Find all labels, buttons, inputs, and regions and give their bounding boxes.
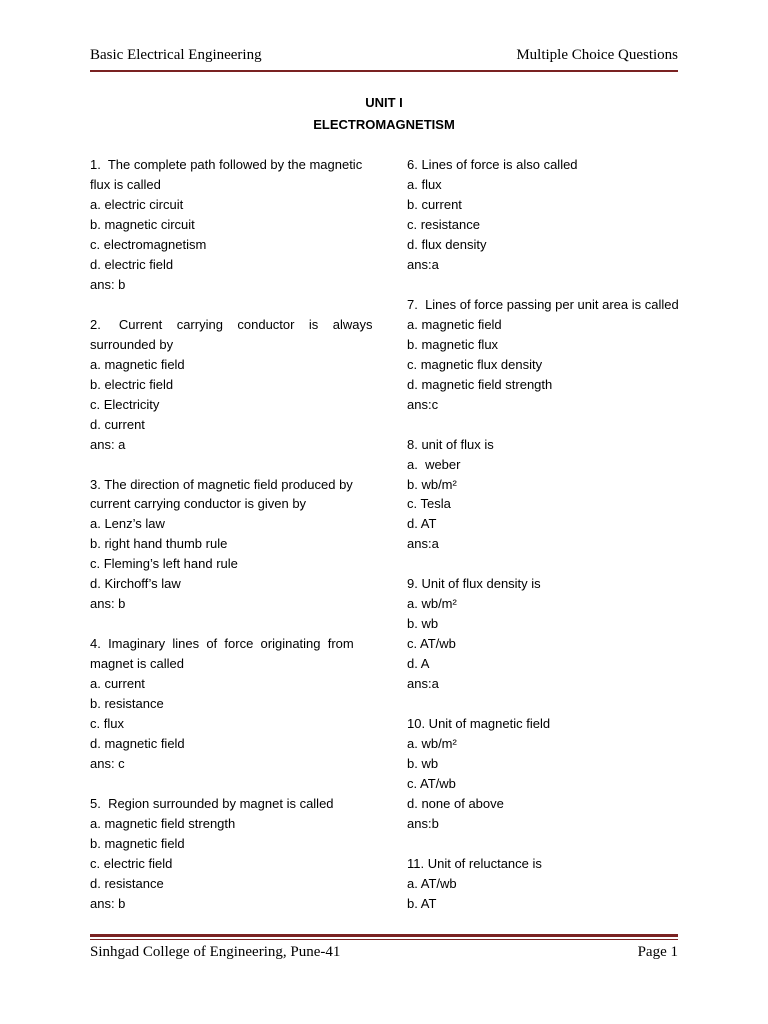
answer-option: a. magnetic field bbox=[407, 316, 502, 332]
answer-key: ans: b bbox=[90, 596, 126, 612]
question-stem: 6. Lines of force is also called bbox=[407, 157, 578, 172]
answer-option: c. electromagnetism bbox=[90, 236, 207, 252]
footer-page-number: Page 1 bbox=[637, 944, 678, 960]
answer-key: ans: b bbox=[90, 895, 126, 911]
answer-key: ans: b bbox=[90, 276, 126, 292]
question-stem: current carrying conductor is given by bbox=[90, 496, 307, 512]
answer-option: b. electric field bbox=[90, 376, 174, 392]
answer-option: d. none of above bbox=[407, 796, 504, 811]
answer-option: b. magnetic circuit bbox=[90, 216, 195, 232]
answer-option: b. AT bbox=[407, 895, 437, 911]
answer-option: b. magnetic field bbox=[90, 835, 185, 851]
footer-rule bbox=[90, 934, 678, 937]
answer-key: ans:a bbox=[407, 676, 439, 692]
answer-option: d. magnetic field strength bbox=[407, 376, 553, 392]
answer-option: d. magnetic field bbox=[90, 736, 185, 752]
answer-option: d. Kirchoff’s law bbox=[90, 576, 181, 592]
answer-option: a. current bbox=[90, 676, 145, 692]
question-stem: 10. Unit of magnetic field bbox=[407, 716, 551, 732]
answer-option: a. magnetic field strength bbox=[90, 815, 236, 831]
answer-option: c. AT/wb bbox=[407, 636, 456, 652]
answer-option: d. flux density bbox=[407, 236, 487, 252]
answer-option: d. A bbox=[407, 656, 430, 672]
answer-option: b. wb bbox=[407, 756, 439, 772]
header-document-type: Multiple Choice Questions bbox=[516, 47, 678, 63]
answer-option: b. current bbox=[407, 196, 462, 212]
question-block bbox=[407, 435, 678, 555]
answer-option: c. electric field bbox=[90, 855, 173, 871]
page-header bbox=[90, 45, 678, 67]
answer-option: c. AT/wb bbox=[407, 776, 456, 792]
answer-option: d. electric field bbox=[90, 256, 174, 272]
answer-option: a. weber bbox=[407, 456, 461, 472]
answer-option: b. right hand thumb rule bbox=[90, 536, 228, 552]
footer-rule-thin bbox=[90, 939, 678, 940]
answer-option: b. resistance bbox=[90, 696, 164, 712]
answer-option: c. flux bbox=[90, 716, 124, 732]
question-stem: 7. Lines of force passing per unit area is called bbox=[407, 296, 679, 312]
question-block bbox=[407, 714, 678, 834]
header-rule bbox=[90, 70, 678, 72]
answer-option: c. Electricity bbox=[90, 396, 160, 412]
answer-option: a. AT/wb bbox=[407, 875, 457, 891]
footer-college: Sinhgad College of Engineering, Pune-41 bbox=[90, 944, 341, 960]
question-stem: magnet is called bbox=[90, 656, 184, 672]
question-stem: 5. Region surrounded by magnet is called bbox=[90, 796, 334, 811]
question-block bbox=[90, 155, 363, 295]
answer-key: ans:a bbox=[407, 536, 439, 552]
answer-option: c. resistance bbox=[407, 216, 480, 232]
answer-key: ans: a bbox=[90, 436, 126, 452]
answer-option: c. Tesla bbox=[407, 496, 451, 512]
topic-title: ELECTROMAGNETISM bbox=[313, 117, 455, 132]
header-course-title: Basic Electrical Engineering bbox=[90, 47, 262, 63]
answer-option: a. Lenz’s law bbox=[90, 516, 165, 532]
question-stem: 1. The complete path followed by the magnetic bbox=[90, 157, 363, 172]
answer-option: c. Fleming’s left hand rule bbox=[90, 556, 238, 572]
question-stem: 3. The direction of magnetic field produced by bbox=[90, 476, 353, 492]
question-stem: flux is called bbox=[90, 176, 161, 192]
answer-key: ans:c bbox=[407, 396, 439, 412]
question-block bbox=[90, 634, 363, 774]
unit-title: UNIT I bbox=[365, 95, 403, 110]
answer-option: d. resistance bbox=[90, 875, 164, 891]
question-block bbox=[407, 854, 678, 914]
answer-option: a. wb/m² bbox=[407, 736, 457, 752]
answer-option: b. wb/m² bbox=[407, 476, 457, 492]
question-stem: 4. Imaginary lines of force originating from bbox=[90, 636, 354, 652]
question-block bbox=[407, 155, 678, 275]
answer-option: d. current bbox=[90, 416, 145, 432]
answer-option: a. flux bbox=[407, 176, 442, 192]
questions-column-left bbox=[90, 155, 373, 934]
question-stem: 8. unit of flux is bbox=[407, 436, 494, 452]
answer-key: ans:a bbox=[407, 256, 439, 272]
question-stem: 11. Unit of reluctance is bbox=[407, 855, 542, 871]
question-stem: surrounded by bbox=[90, 336, 174, 352]
question-block bbox=[90, 315, 373, 455]
question-block bbox=[90, 475, 363, 615]
answer-option: b. wb bbox=[407, 616, 439, 632]
answer-option: b. magnetic flux bbox=[407, 336, 499, 352]
answer-option: a. magnetic field bbox=[90, 356, 185, 372]
question-stem: 2. Current carrying conductor is always bbox=[90, 316, 373, 332]
question-block bbox=[90, 794, 363, 914]
answer-key: ans:b bbox=[407, 815, 439, 831]
question-block bbox=[407, 574, 678, 694]
question-block bbox=[407, 295, 678, 415]
answer-option: a. electric circuit bbox=[90, 196, 184, 212]
question-stem: 9. Unit of flux density is bbox=[407, 576, 541, 592]
questions-column-right bbox=[407, 155, 678, 934]
answer-option: c. magnetic flux density bbox=[407, 356, 543, 372]
answer-option: d. AT bbox=[407, 516, 437, 532]
answer-option: a. wb/m² bbox=[407, 596, 457, 612]
answer-key: ans: c bbox=[90, 756, 125, 772]
